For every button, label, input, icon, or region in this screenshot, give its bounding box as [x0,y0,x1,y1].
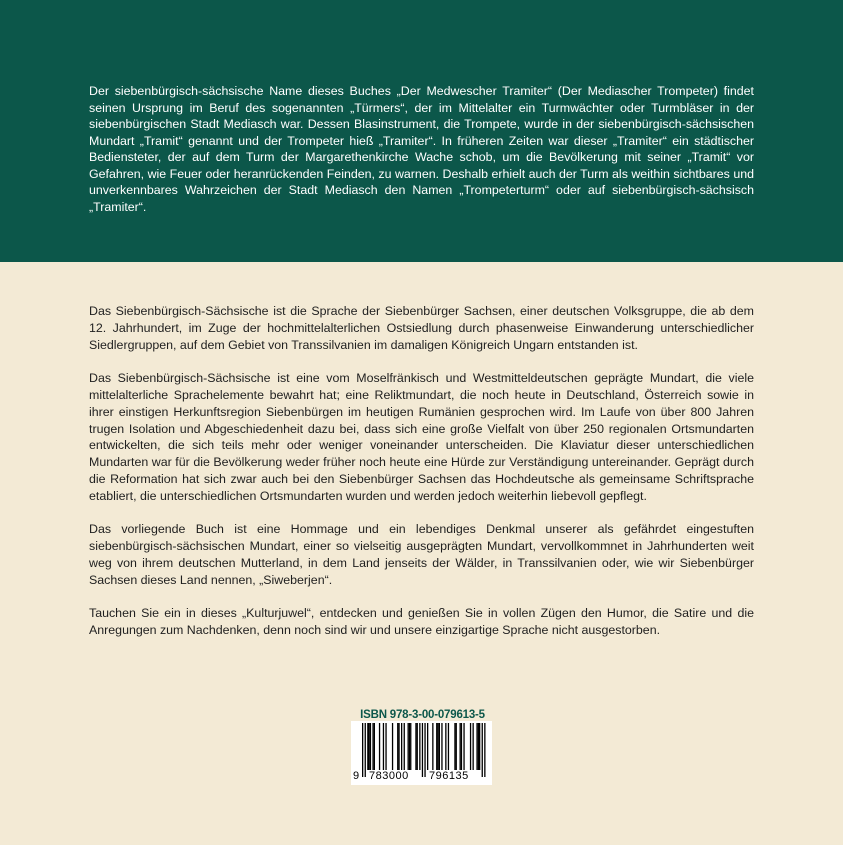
barcode-bar [422,723,423,777]
barcode-bar [436,723,437,770]
barcode-bar [456,723,457,770]
body-text [89,303,754,656]
barcode-bar [476,723,477,770]
barcode-bar [415,723,416,770]
barcode-bar [369,723,370,770]
barcode-digits-left: 783000 [369,770,409,782]
barcode-bar [445,723,446,770]
barcode-digit-first: 9 [353,770,360,782]
barcode-bar [470,723,471,770]
barcode-bar [362,723,363,777]
barcode-bar [454,723,455,770]
barcode-bar [365,723,366,777]
barcode-bar [417,723,418,770]
barcode-bar [370,723,371,770]
barcode-bar [478,723,479,770]
barcode-bar [473,723,474,770]
barcode-bar [383,723,384,770]
barcode-bar [379,723,380,770]
paragraph-2: Das Siebenbürgisch-Sächsische ist eine vom Moselfränkisch und Westmitteldeutschen geprägte Mundart, die viele mittelalterliche Sprachelemente bewahrt hat; eine Reliktmundart, die noch heute in Deutschland, Österreich sowie in ihrer einstigen Herkunftsregion Siebenbürgen im heutigen Rumänien gesprochen wird. Im Laufe von über 800 Jahren trugen Isolation und Abgeschiedenheit dazu bei, dass sich eine große Vielfalt von über 250 regionalen Ortsmundarten entwickelten, die sich teils mehr oder weniger voneinander unterscheiden. Die Klaviatur dieser unterschiedlichen Mundarten war für die Bevölkerung weder früher noch heute eine Hürde zur Verständigung untereinander. Geprägt durch die Reformation hat sich zwar auch bei den Siebenbürger Sachsen das Hochdeutsche als gemeinsame Schriftsprache etabliert, die unterschiedlichen Ortsmundarten wurden und werden jedoch weiterhin liebevoll gepflegt. [89,371,754,503]
barcode-bar [460,723,461,770]
barcode [351,721,492,785]
barcode-bar [385,723,386,770]
barcode-bar [409,723,410,770]
intro-text: Der siebenbürgisch-sächsische Name dieses Buches „Der Medwescher Tramiter“ (Der Mediascher Trompeter) findet seinen Ursprung im Beruf des sogenannten „Türmers“, der im Mittelalter ein Turmwächter oder Turmbläser in der siebenbürgischen Stadt Mediasch war. Dessen Blasinstrument, die Trompete, wurde in der siebenbürgisch-sächsischen Mundart „Tramit“ genannt und der Trompeter hieß „Tramiter“. In früheren Zeiten war dieser „Tramiter“ ein städtischer Bediensteter, der auf dem Turm der Margarethenkirche Wache schob, um die Bevölkerung mit seiner „Tramit“ vor Gefahren, wie Feuer oder heranrückenden Feinden, zu warnen. Deshalb erhielt auch der Turm als weithin sichtbares und unverkennbares Wahrzeichen der Stadt Mediasch den Namen „Trompeterturm“ oder auf siebenbürgisch-sächsisch „Tramiter“. [89,84,754,214]
barcode-bar [437,723,438,770]
barcode-bar [479,723,480,770]
barcode-bar [374,723,375,770]
barcode-bar [448,723,449,770]
barcode-bar [461,723,462,770]
barcode-bar [432,723,433,770]
barcode-bar [408,723,409,770]
top-band [0,0,843,262]
barcode-bar [484,723,485,777]
barcode-bar [401,723,402,770]
isbn-label: ISBN 978-3-00-079613-5 [360,709,485,721]
paragraph-1: Das Siebenbürgisch-Sächsische ist die Sprache der Siebenbürger Sachsen, einer deutschen Volksgruppe, die ab dem 12. Jahrhundert, im Zuge der hochmittelalterlichen Ostsiedlung durch phasenweise Einwanderung unterschiedlicher Siedlergruppen, auf dem Gebiet von Transsilvanien im damaligen Königreich Ungarn entstanden ist. [89,304,754,352]
barcode-bar [441,723,442,770]
barcode-bar [397,723,398,770]
barcode-bar [398,723,399,770]
paragraph-4: Tauchen Sie ein in dieses „Kulturjuwel“, entdecken und genießen Sie in vollen Zügen den Humor, die Satire und die Anregungen zum Nachdenken, denn noch sind wir und unsere einzigartige Sprache nicht ausgestorben. [89,606,754,638]
barcode-bar [410,723,411,770]
barcode-bar [482,723,483,777]
barcode-bar [372,723,373,770]
barcode-bar [439,723,440,770]
barcode-digits-right: 796135 [429,770,469,782]
barcode-bar [404,723,405,770]
barcode-bar [419,723,420,770]
paragraph-3: Das vorliegende Buch ist eine Hommage und ein lebendiges Denkmal unserer als gefährdet eingestuften siebenbürgisch-sächsischen Mundart, einer so vielseitig ausgeprägten Mundart, vervollkommnet in Jahrhunderten weit weg von ihrem deutschen Mutterland, in dem Land jenseits der Wälder, in Transsilvanien oder, wie wir Siebenbürger Sachsen dieses Land nennen, „Siweberjen“. [89,522,754,587]
barcode-bar [427,723,428,770]
barcode-bar [367,723,368,770]
barcode-bar [463,723,464,770]
barcode-bar [424,723,425,777]
barcode-bar [392,723,393,770]
